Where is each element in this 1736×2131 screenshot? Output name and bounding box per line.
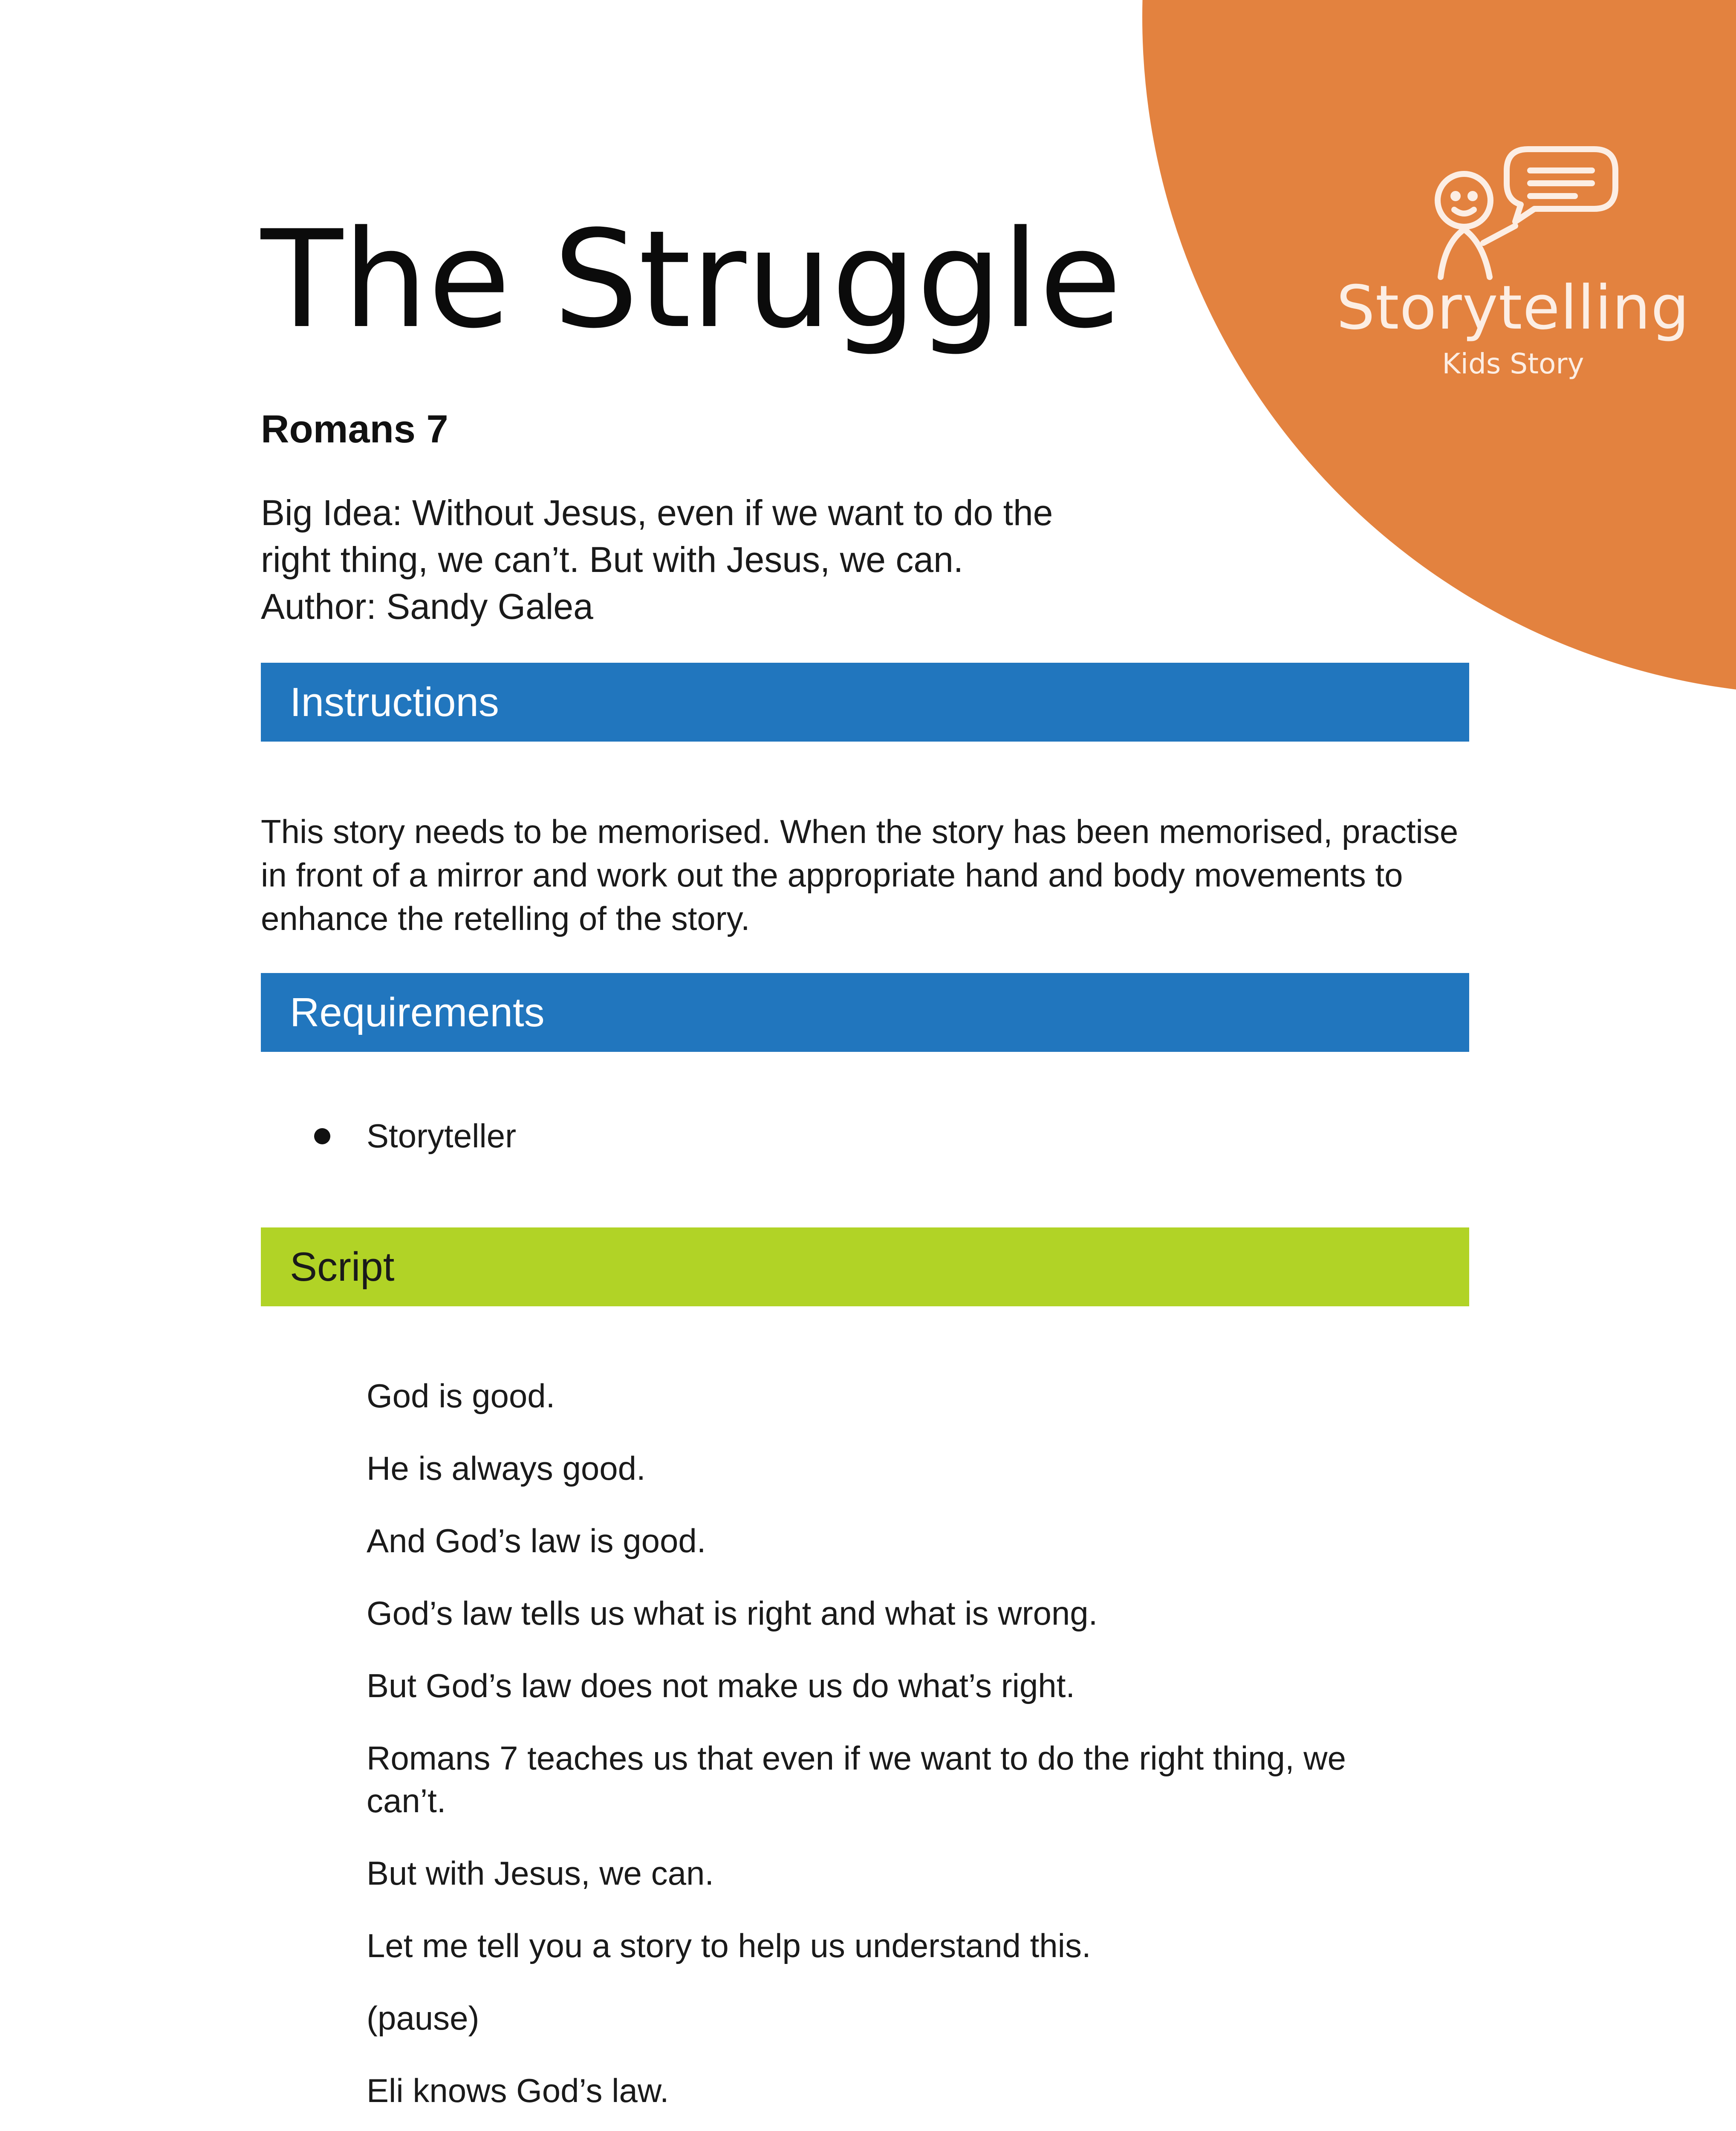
script-line: Eli knows God’s law. [367, 2072, 669, 2109]
list-item [261, 1115, 516, 1157]
script-heading [261, 1227, 1469, 1306]
script-heading-label: Script [290, 1244, 395, 1290]
requirements-heading-label: Requirements [290, 989, 545, 1035]
brand-subtitle: Kids Story [1442, 347, 1584, 380]
big-idea-line-1: Big Idea: Without Jesus, even if we want to do the [261, 493, 1053, 533]
requirement-label: Storyteller [367, 1117, 517, 1155]
script-line: God’s law tells us what is right and what is wrong. [367, 1594, 1098, 1632]
story-meta [261, 489, 1113, 630]
big-idea-line-2: right thing, we can’t. But with Jesus, we can. [261, 540, 964, 580]
script-line: And God’s law is good. [367, 1522, 706, 1559]
script-line: But God’s law does not make us do what’s right. [367, 1667, 1075, 1704]
brand-title: Storytelling [1336, 273, 1690, 343]
bullet-icon [314, 1128, 330, 1144]
requirements-list [261, 1115, 516, 1157]
script-line: (pause) [367, 1999, 479, 2037]
brand-logo [1321, 128, 1705, 392]
script-line: Romans 7 teaches us that even if we want to do the right thing, we can’t. [367, 1739, 1346, 1819]
script-line: He is always good. [367, 1450, 646, 1487]
script-line: Let me tell you a story to help us understand this. [367, 1927, 1091, 1964]
instructions-text: This story needs to be memorised. When the story has been memorised, practise in front of a mirror and work out the appropriate hand and body movements to enhance the retelling of the story. [261, 813, 1459, 937]
script-line: But with Jesus, we can. [367, 1854, 714, 1892]
requirements-heading [261, 973, 1469, 1052]
script-body [367, 1374, 1347, 2131]
storyteller-speech-bubble-icon [1415, 136, 1620, 281]
instructions-heading [261, 663, 1469, 742]
author: Author: Sandy Galea [261, 586, 593, 627]
script-line: God is good. [367, 1377, 555, 1415]
page-title: The Struggle [261, 202, 1122, 358]
instructions-heading-label: Instructions [290, 679, 499, 725]
scripture-reference: Romans 7 [261, 407, 448, 451]
